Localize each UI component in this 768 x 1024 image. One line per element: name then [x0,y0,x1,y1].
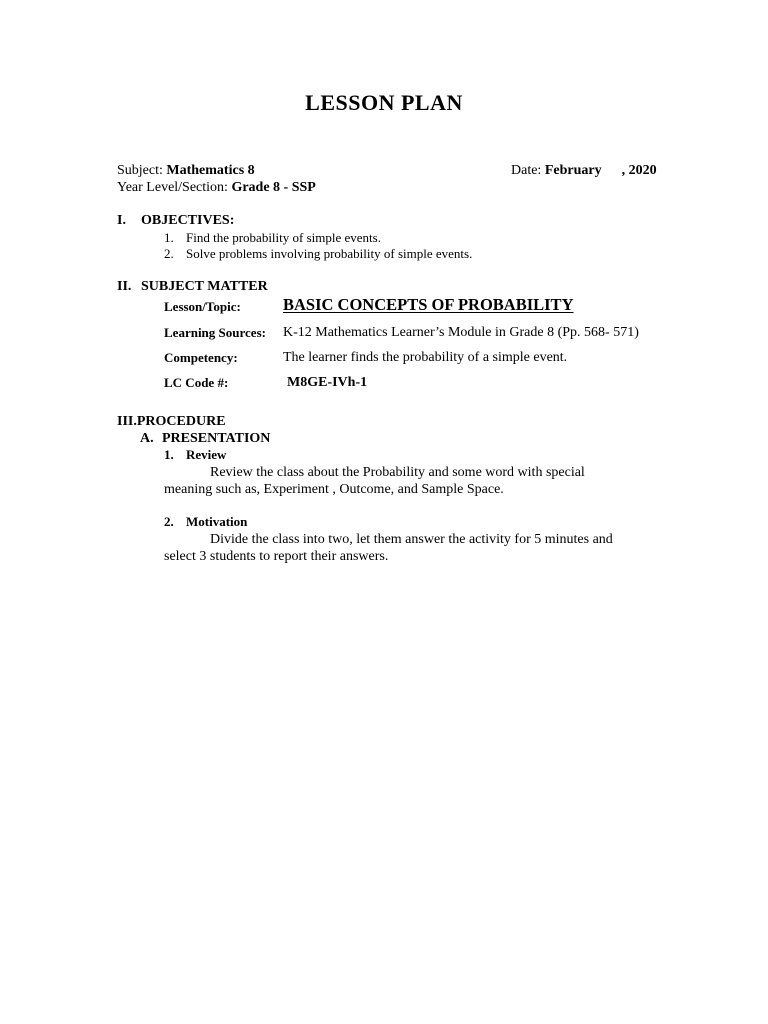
objectives-heading [117,213,234,229]
objective-item [164,231,381,246]
motivation-line-2: select 3 students to report their answers. [164,549,389,564]
date-year: , 2020 [621,163,657,178]
procedure-heading [117,414,226,430]
objectives-heading-text: OBJECTIVES: [141,213,235,228]
lc-code-label: LC Code #: [164,375,229,390]
motivation-text: Divide the class into two, let them answer the activity for 5 minutes and [210,532,613,547]
date-label: Date: [511,163,542,178]
review-line-1 [164,465,585,481]
sources-label: Learning Sources: [164,325,266,340]
review-heading [164,448,226,463]
review-line-2: meaning such as, Experiment , Outcome, and Sample Space. [164,482,504,497]
step-title: Motivation [186,514,248,529]
competency-label: Competency: [164,350,238,365]
presentation-heading-text: PRESENTATION [162,431,271,446]
presentation-heading [140,431,270,447]
year-level-label: Year Level/Section: [117,180,228,195]
step-number: 1. [164,447,174,462]
subject-matter-numeral: II. [117,279,132,294]
year-level-line [117,180,316,196]
sources-value: K-12 Mathematics Learner’s Module in Grade 8 (Pp. 568- 571) [283,325,639,340]
year-level-value: Grade 8 - SSP [231,180,316,195]
objective-number: 2. [164,246,174,261]
topic-label: Lesson/Topic: [164,299,241,314]
objective-number: 1. [164,230,174,245]
subject-matter-heading [117,279,268,295]
step-title: Review [186,447,227,462]
competency-value: The learner finds the probability of a simple event. [283,350,568,365]
date-line [511,163,657,179]
step-number: 2. [164,514,174,529]
objective-text: Find the probability of simple events. [186,230,381,245]
presentation-letter: A. [140,431,154,446]
subject-line [117,163,255,179]
subject-matter-heading-text: SUBJECT MATTER [141,279,268,294]
date-month: February [544,163,602,178]
objective-text: Solve problems involving probability of simple events. [186,246,473,261]
objectives-numeral: I. [117,213,126,228]
motivation-heading [164,515,247,530]
review-text: Review the class about the Probability and some word with special [210,465,585,480]
subject-label: Subject: [117,163,163,178]
topic-value: BASIC CONCEPTS OF PROBABILITY [283,295,574,314]
objective-item [164,247,472,262]
motivation-line-1 [164,532,613,548]
document-title: LESSON PLAN [305,90,463,115]
procedure-numeral: III. [117,414,137,429]
subject-value: Mathematics 8 [166,163,255,178]
procedure-heading-text: PROCEDURE [136,414,226,429]
lc-code-value: M8GE-IVh-1 [287,375,368,390]
